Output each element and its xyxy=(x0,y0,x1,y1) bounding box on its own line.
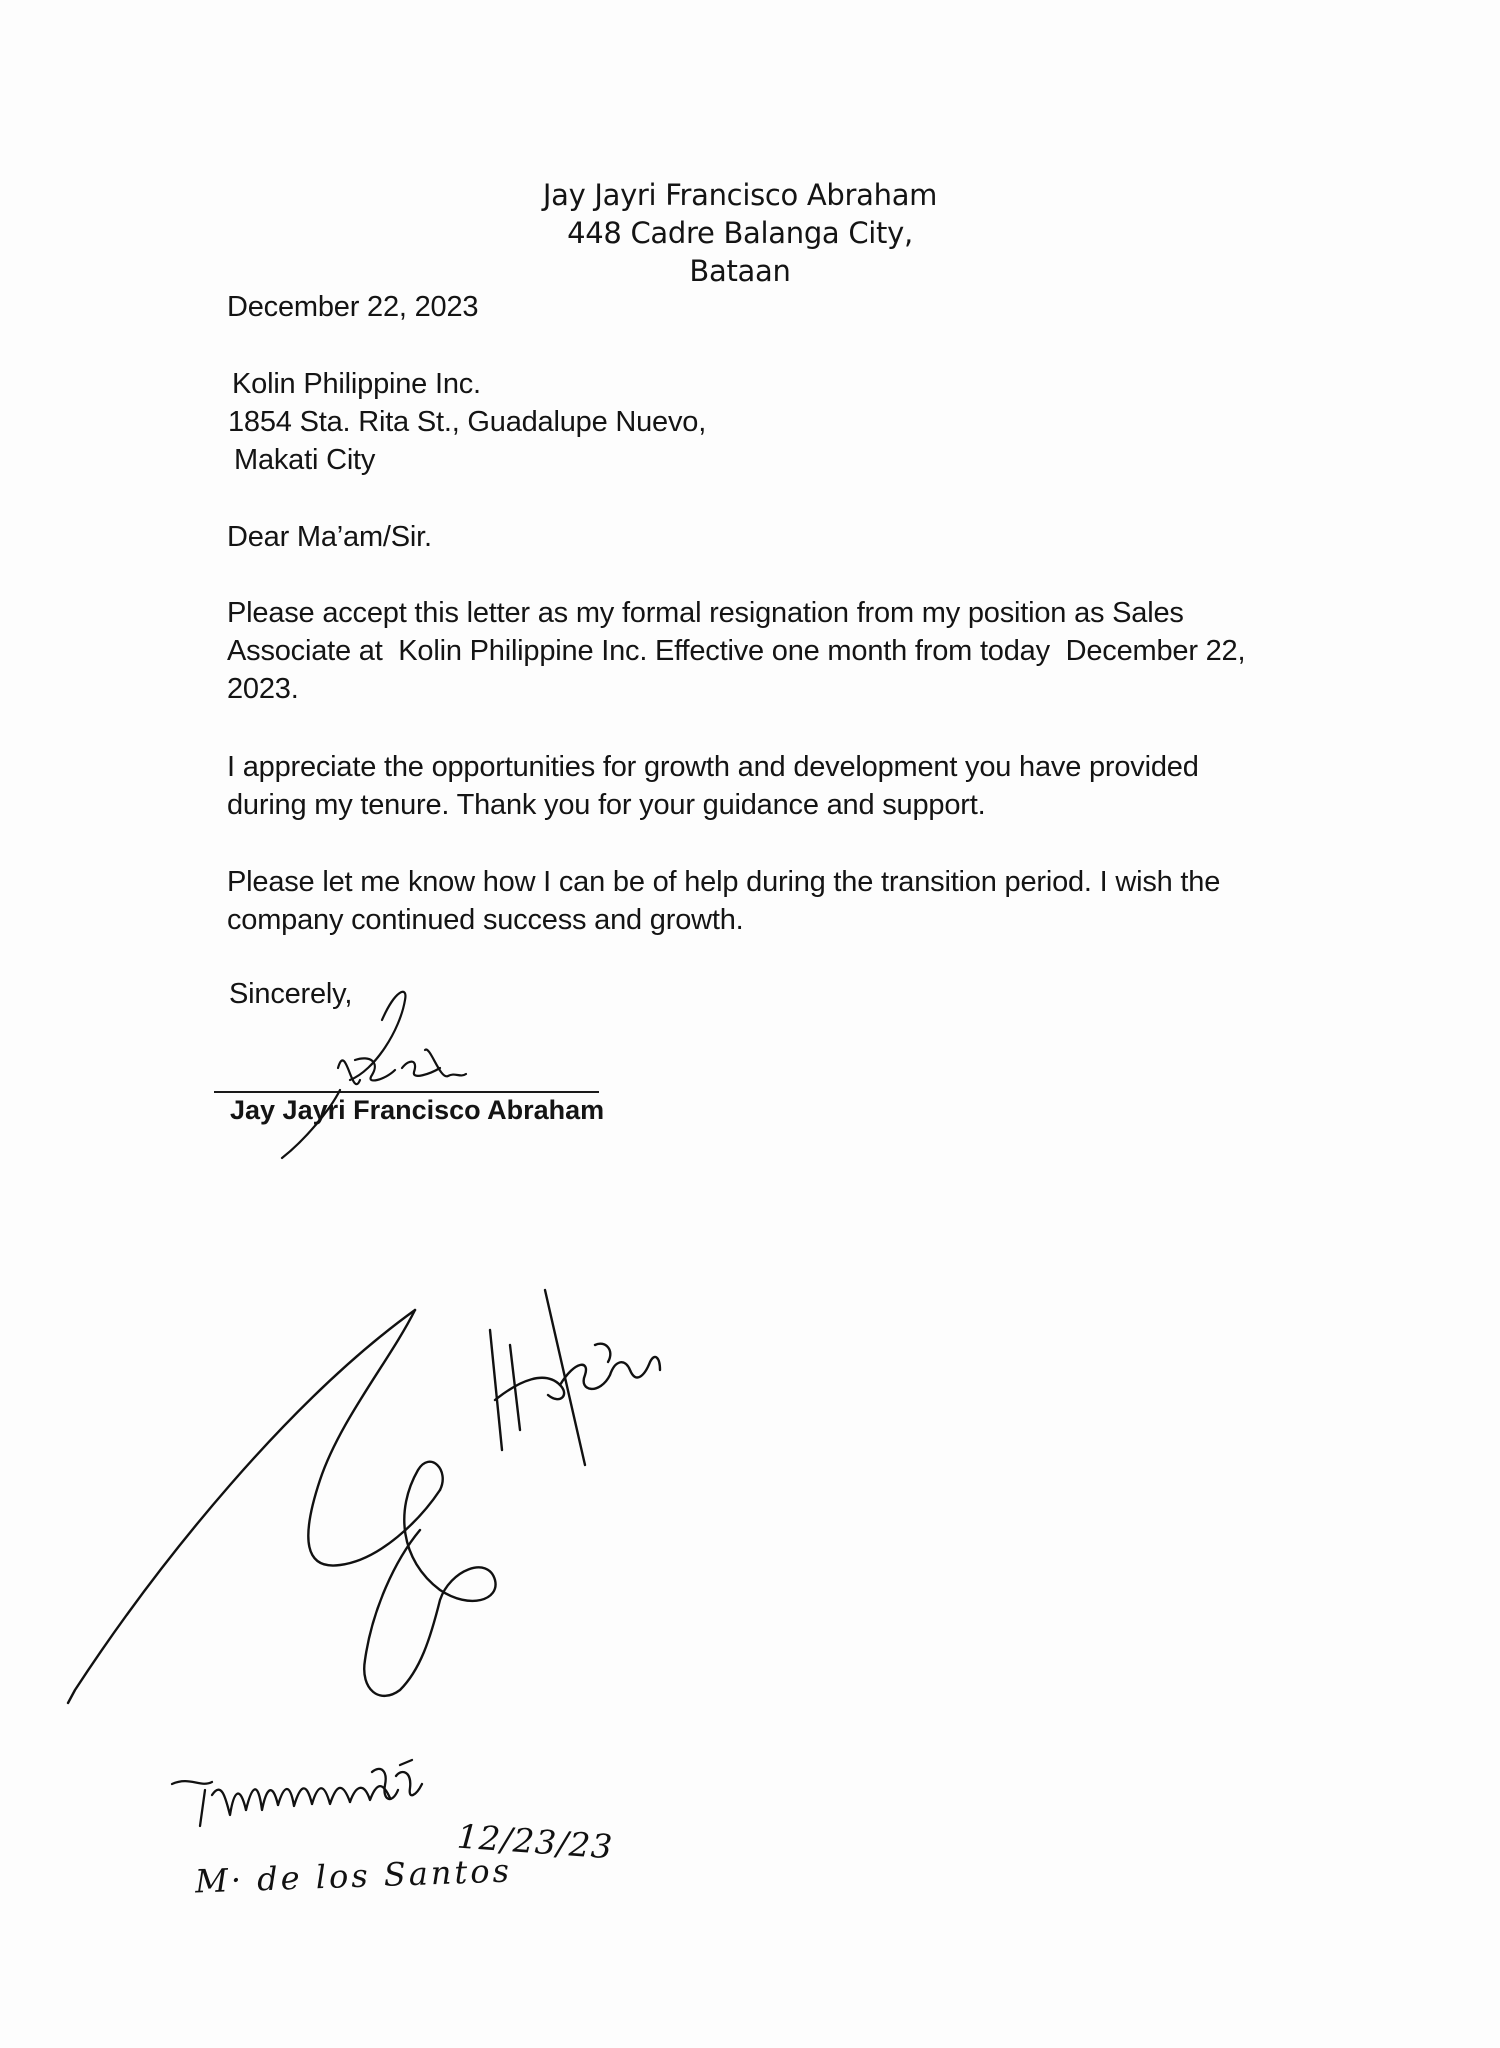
salutation: Dear Ma’am/Sir. xyxy=(227,521,432,553)
paragraph-3-line-2: company continued success and growth. xyxy=(227,904,744,936)
recipient-block xyxy=(228,365,707,479)
letter-date: December 22, 2023 xyxy=(227,291,479,323)
sender-name: Jay Jayri Francisco Abraham xyxy=(542,178,938,212)
paragraph-1-line-3: 2023. xyxy=(227,673,299,705)
signatory-name: Jay Jayri Francisco Abraham xyxy=(230,1095,605,1125)
closing: Sincerely, xyxy=(229,978,353,1010)
recipient-address-line1: 1854 Sta. Rita St., Guadalupe Nuevo, xyxy=(228,406,707,438)
paragraph-1-line-2: Associate at Kolin Philippine Inc. Effective one month from today December 22, xyxy=(227,635,1246,667)
receiver-signature xyxy=(68,1290,660,1703)
sender-address-line2: Bataan xyxy=(689,254,791,288)
body-paragraph-2 xyxy=(227,748,1227,824)
author-signature xyxy=(282,992,466,1158)
sender-block xyxy=(440,176,1040,290)
receiver-initials xyxy=(172,1760,422,1826)
receiver-name-handwritten: M· de los Santos xyxy=(194,1851,513,1901)
paragraph-1-line-1: Please accept this letter as my formal resignation from my position as Sales xyxy=(227,597,1184,629)
sender-address-line1: 448 Cadre Balanga City, xyxy=(567,216,913,250)
paragraph-2-line-2: during my tenure. Thank you for your guidance and support. xyxy=(227,789,986,821)
paragraph-3-line-1: Please let me know how I can be of help during the transition period. I wish the xyxy=(227,866,1221,898)
paragraph-2-line-1: I appreciate the opportunities for growth and development you have provided xyxy=(227,751,1199,783)
recipient-company: Kolin Philippine Inc. xyxy=(232,368,481,400)
receiver-date-handwritten: 12/23/23 xyxy=(455,1816,615,1867)
body-paragraph-3 xyxy=(227,863,1227,939)
recipient-address-line2: Makati City xyxy=(234,444,376,476)
body-paragraph-1 xyxy=(227,594,1246,708)
